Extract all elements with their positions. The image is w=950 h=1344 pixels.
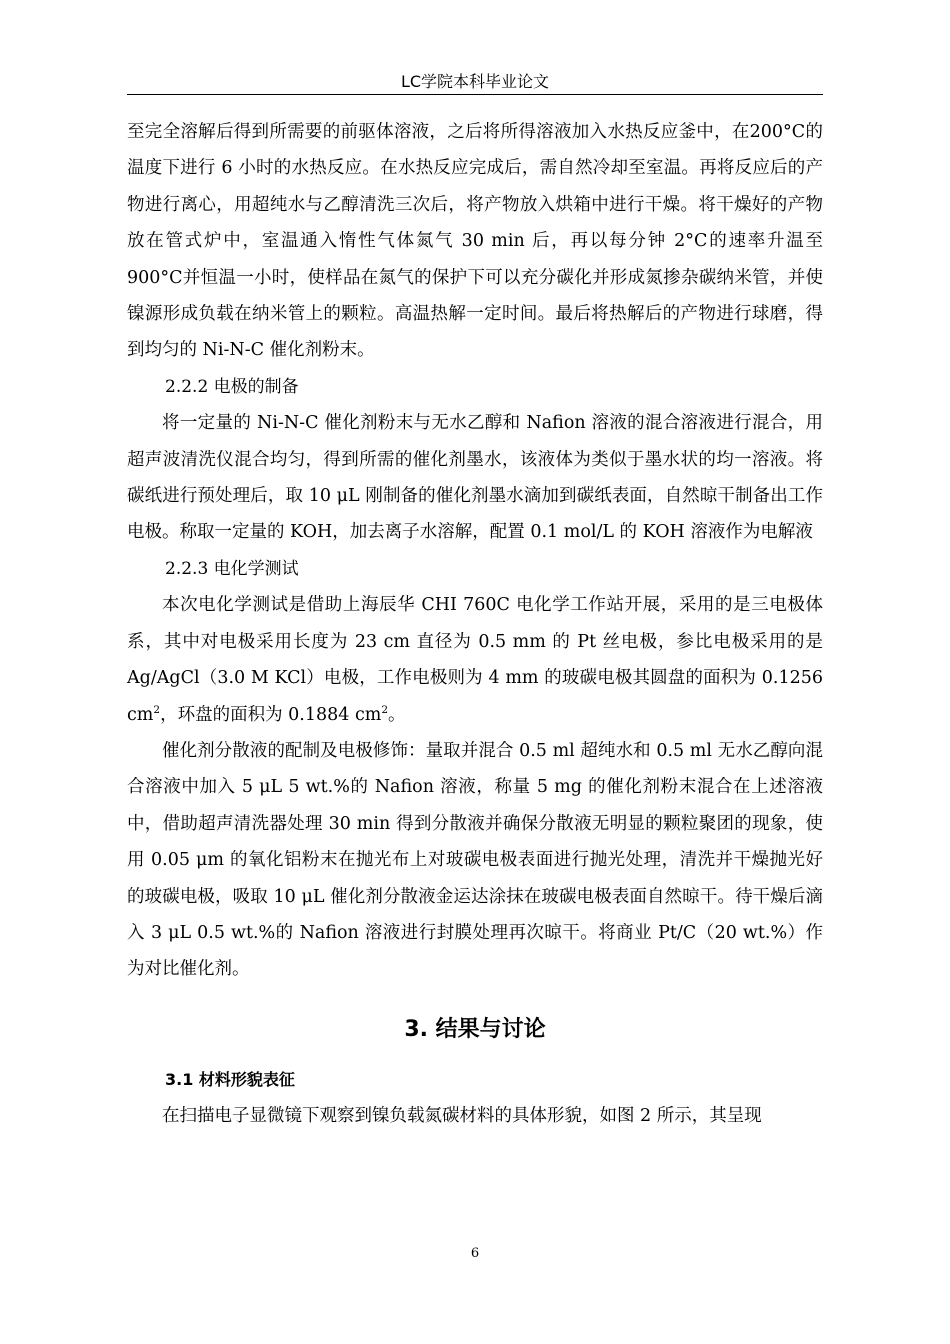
page-number: 6: [470, 1246, 480, 1261]
subsection-heading-2-2-2: 2.2.2 电极的制备: [165, 376, 299, 397]
header-divider: [127, 94, 823, 95]
section-title-3-1: 3.1 材料形貌表征: [165, 1069, 295, 1089]
paragraph-morphology: 在扫描电子显微镜下观察到镍负载氮碳材料的具体形貌，如图 2 所示，其呈现: [162, 1106, 762, 1127]
paragraph-precursor-synthesis: 至完全溶解后得到所需要的前驱体溶液，之后将所得溶液加入水热反应釜中，在200°C的温度下进行 6 小时的水热反应。在水热反应完成后，需自然冷却至室温。再将反应后的产物进行离心，用超纯水与乙醇清洗三次后，将产物放入烘箱中进行干燥。将干燥好的产物放在管式炉中，室温通入惰性气体氮气 30 min 后，再以每分钟 2°C的速率升温至 900°C并恒温一小时，使样品在氮气的保护下可以充分碳化并形成氮掺杂碳纳米管，并使镍源形成负载在纳米管上的颗粒。高温热解一定时间。最后将热解后的产物进行球磨，得到均匀的 Ni-N-C 催化剂粉末。: [127, 122, 823, 361]
superscript-2: 2: [381, 703, 389, 716]
running-header: LC学院本科毕业论文: [400, 72, 550, 91]
test-text-main: 本次电化学测试是借助上海辰华 CHI 760C 电化学工作站开展，采用的是三电极体系，其中对电极采用长度为 23 cm 直径为 0.5 mm 的 Pt 丝电极，参比电极采用的是 Ag/AgCl（3.0 M KCl）电极，工作电极则为 4 mm 的玻碳电极其圆盘的面积为 0.1256 cm: [127, 595, 823, 725]
superscript-2: 2: [153, 703, 161, 716]
subsection-heading-2-2-3: 2.2.3 电化学测试: [165, 558, 299, 579]
body-text: [127, 114, 823, 1135]
test-text-mid: ，环盘的面积为 0.1884 cm: [160, 704, 382, 725]
test-text-end: 。: [388, 704, 406, 725]
paragraph-electrochemical-test: [127, 587, 823, 733]
paragraph-dispersion-preparation: 催化剂分散液的配制及电极修饰：量取并混合 0.5 ml 超纯水和 0.5 ml 无水乙醇向混合溶液中加入 5 μL 5 wt.%的 Nafion 溶液，称量 5 mg 的催化剂粉末混合在上述溶液中，借助超声清洗器处理 30 min 得到分散液并确保分散液无明显的颗粒聚团的现象，使用 0.05 μm 的氧化铝粉末在抛光布上对玻碳电极表面进行抛光处理，清洗并干燥抛光好的玻碳电极，吸取 10 μL 催化剂分散液金运达涂抹在玻碳电极表面自然晾干。待干燥后滴入 3 μL 0.5 wt.%的 Nafion 溶液进行封膜处理再次晾干。将商业 Pt/C（20 wt.%）作为对比催化剂。: [127, 740, 823, 980]
paragraph-electrode-preparation: 将一定量的 Ni-N-C 催化剂粉末与无水乙醇和 Nafion 溶液的混合溶液进行混合，用超声波清洗仪混合均匀，得到所需的催化剂墨水，该液体为类似于墨水状的均一溶液。将碳纸进行预处理后，取 10 μL 刚制备的催化剂墨水滴加到碳纸表面，自然晾干制备出工作电极。称取一定量的 KOH，加去离子水溶解，配置 0.1 mol/L 的 KOH 溶液作为电解液: [127, 413, 823, 543]
chapter-title-results: 3. 结果与讨论: [404, 1016, 546, 1042]
